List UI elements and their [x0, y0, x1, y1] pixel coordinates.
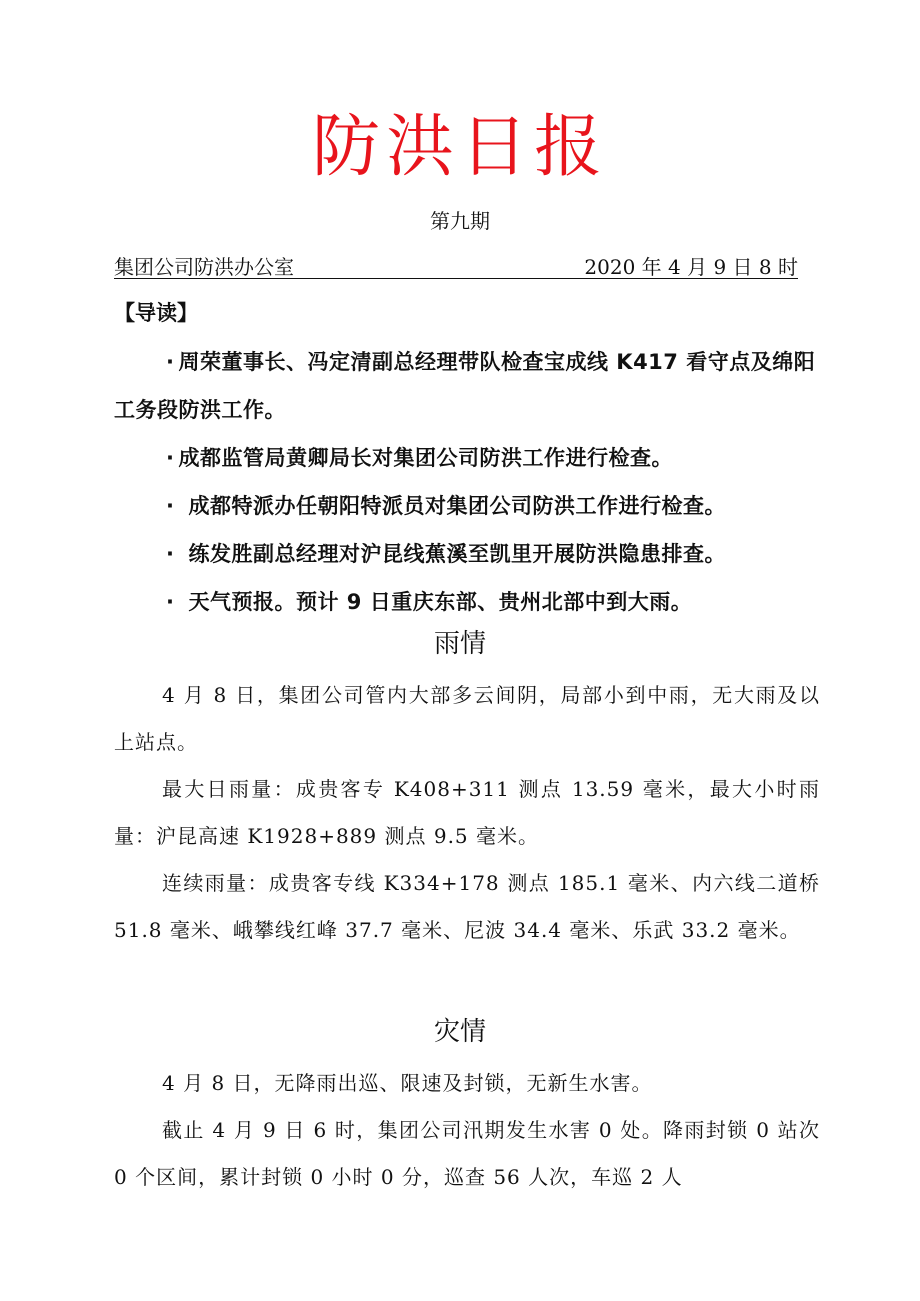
lead-item: · 成都监管局黄卿局长对集团公司防洪工作进行检查。: [166, 446, 673, 470]
section-title-disaster: 灾情: [433, 1017, 486, 1047]
disaster-paragraph: 截止 4 月 9 日 6 时，集团公司汛期发生水害 0 处。降雨封锁 0 站次 0 个区间，累计封锁 0 小时 0 分，巡查 56 人次，车巡 2 人: [114, 1118, 820, 1189]
bullet-dot: ·: [166, 446, 175, 470]
report-title: 防洪日报: [311, 108, 608, 187]
lead-item: · 练发胜副总经理对沪昆线蕉溪至凯里开展防洪隐患排查。: [166, 542, 726, 566]
section-title-rain: 雨情: [433, 629, 486, 659]
lead-item: · 天气预报。预计 9 日重庆东部、贵州北部中到大雨。: [166, 590, 693, 614]
bullet-dot: ·: [166, 350, 175, 374]
issuing-office: 集团公司防洪办公室: [114, 255, 294, 279]
bullet-dot: ·: [166, 590, 175, 614]
bullet-dot: ·: [166, 542, 175, 566]
disaster-paragraph: 4 月 8 日，无降雨出巡、限速及封锁，无新生水害。: [162, 1071, 653, 1095]
report-date: 2020 年 4 月 9 日 8 时: [584, 255, 798, 279]
rain-section-body: [114, 672, 820, 954]
bullet-dot: ·: [166, 494, 175, 518]
header-line: [114, 256, 798, 279]
rain-paragraph: 连续雨量：成贵客专线 K334+178 测点 185.1 毫米、内六线二道桥 51.8 毫米、峨攀线红峰 37.7 毫米、尼波 34.4 毫米、乐武 33.2 毫米。: [114, 871, 820, 942]
lead-heading: 【导读】: [114, 301, 198, 325]
lead-list: [114, 338, 820, 626]
disaster-section-body: [114, 1060, 820, 1201]
rain-paragraph: 最大日雨量：成贵客专 K408+311 测点 13.59 毫米，最大小时雨量：沪昆高速 K1928+889 测点 9.5 毫米。: [114, 777, 820, 848]
issue-number: 第九期: [430, 209, 490, 233]
lead-item: · 周荣董事长、冯定清副总经理带队检查宝成线 K417 看守点及绵阳工务段防洪工作。: [114, 350, 816, 422]
lead-item: · 成都特派办任朝阳特派员对集团公司防洪工作进行检查。: [166, 494, 726, 518]
rain-paragraph: 4 月 8 日，集团公司管内大部多云间阴，局部小到中雨，无大雨及以上站点。: [114, 683, 820, 754]
